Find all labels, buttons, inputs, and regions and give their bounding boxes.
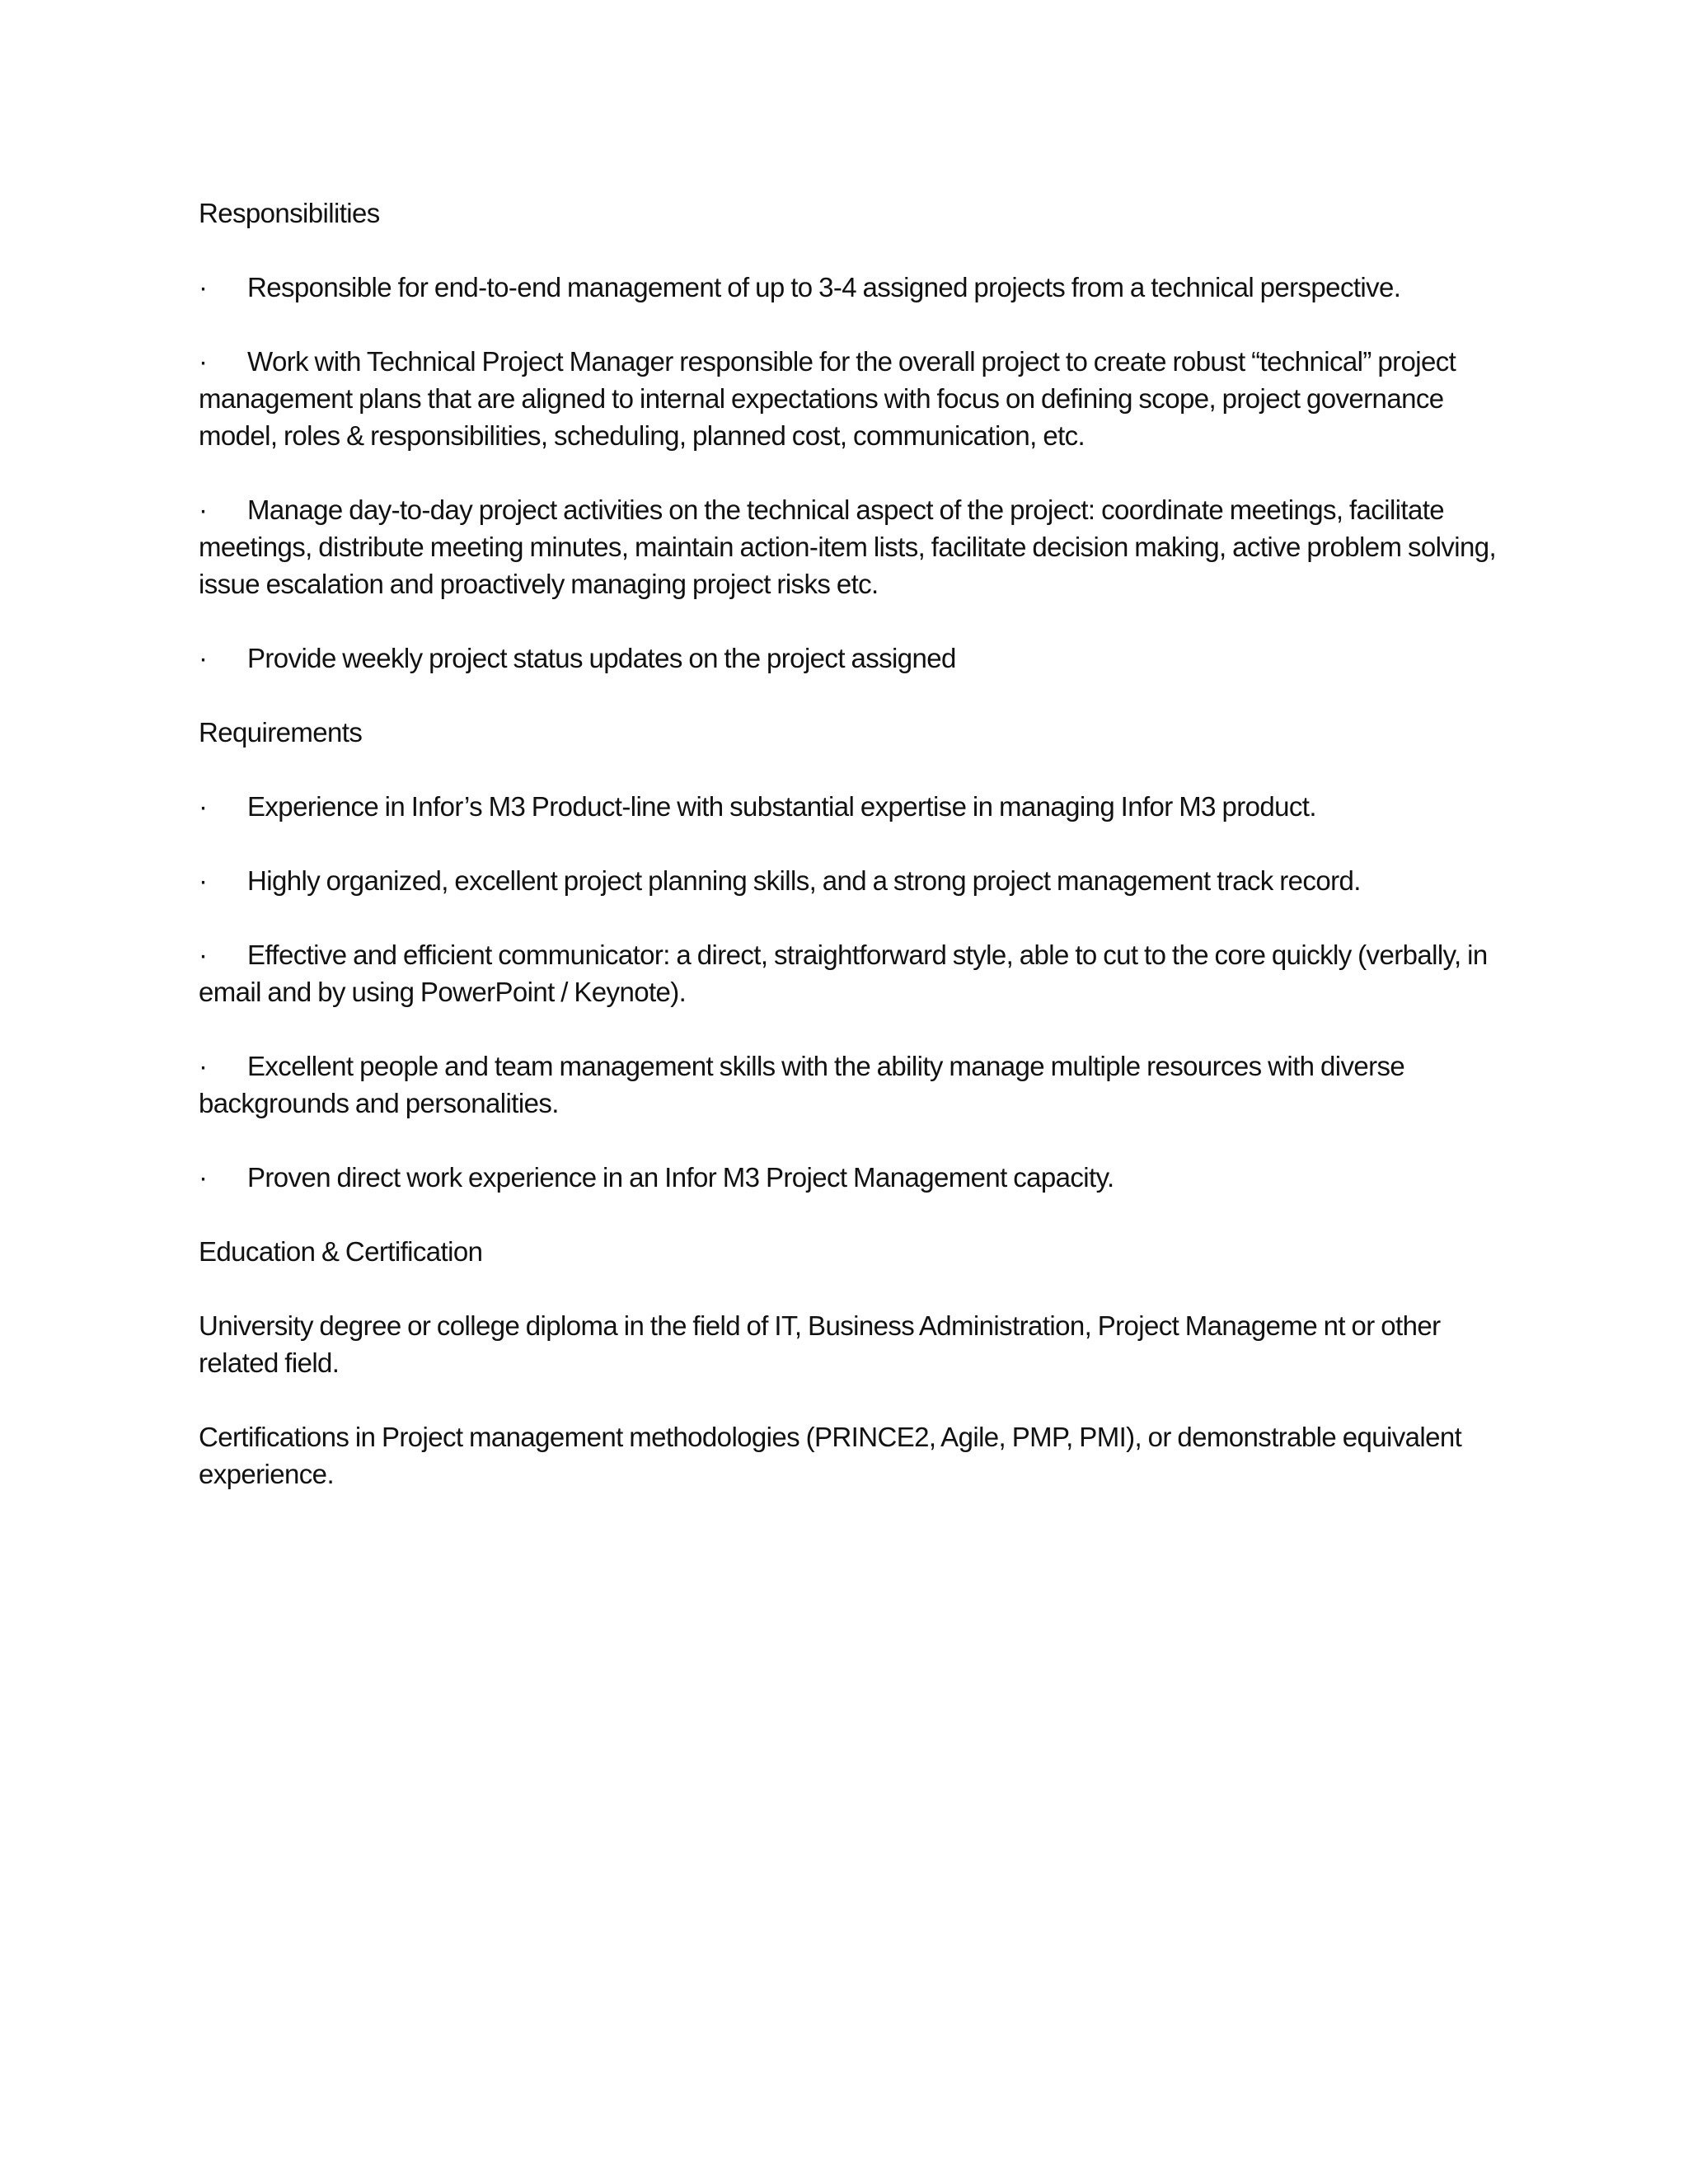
requirement-text: Highly organized, excellent project planning skills, and a strong project management track record. <box>247 865 1361 896</box>
bullet-dot: · <box>199 1162 208 1193</box>
requirement-text: Excellent people and team management skills with the ability manage multiple resources with diverse backgrounds and personalities. <box>199 1051 1405 1118</box>
document-page <box>199 194 1501 1530</box>
requirements-heading: Requirements <box>199 717 363 748</box>
requirement-item <box>199 1047 1501 1122</box>
education-heading: Education & Certification <box>199 1236 483 1267</box>
requirement-item <box>199 862 1501 899</box>
responsibilities-heading: Responsibilities <box>199 198 380 228</box>
requirement-text: Experience in Infor’s M3 Product-line with substantial expertise in managing Infor M3 product. <box>247 791 1316 822</box>
certification-paragraph: Certifications in Project management methodologies (PRINCE2, Agile, PMP, PMI), or demonstrable equivalent experience. <box>199 1422 1462 1489</box>
responsibility-item <box>199 343 1501 454</box>
bullet-dot: · <box>199 791 208 822</box>
bullet-dot: · <box>199 1051 208 1081</box>
bullet-dot: · <box>199 494 208 525</box>
responsibility-text: Work with Technical Project Manager responsible for the overall project to create robust “technical” project management plans that are aligned to internal expectations with focus on defining scope, project governance model, roles & responsibilities, scheduling, planned cost, communication, etc. <box>199 346 1456 451</box>
responsibility-text: Responsible for end-to-end management of up to 3-4 assigned projects from a technical perspective. <box>247 272 1401 302</box>
bullet-dot: · <box>199 346 208 377</box>
bullet-dot: · <box>199 643 208 673</box>
bullet-dot: · <box>199 865 208 896</box>
bullet-dot: · <box>199 940 208 970</box>
responsibility-item <box>199 491 1501 602</box>
bullet-dot: · <box>199 272 208 302</box>
requirement-item <box>199 936 1501 1010</box>
requirement-text: Proven direct work experience in an Infor M3 Project Management capacity. <box>247 1162 1114 1193</box>
responsibility-text: Provide weekly project status updates on the project assigned <box>247 643 956 673</box>
requirement-item <box>199 788 1501 825</box>
requirement-item <box>199 1159 1501 1196</box>
responsibility-text: Manage day-to-day project activities on the technical aspect of the project: coordinate meetings, facilitate meetings, distribute meeting minutes, maintain action-item lists, facilitate decision making, active problem solving, issue escalation and proactively managing project risks etc. <box>199 494 1497 599</box>
responsibility-item <box>199 640 1501 677</box>
requirement-text: Effective and efficient communicator: a direct, straightforward style, able to cut to the core quickly (verbally, in email and by using PowerPoint / Keynote). <box>199 940 1488 1007</box>
education-paragraph: University degree or college diploma in the field of IT, Business Administration, Project Manageme nt or other related field. <box>199 1310 1441 1378</box>
responsibility-item <box>199 269 1501 306</box>
